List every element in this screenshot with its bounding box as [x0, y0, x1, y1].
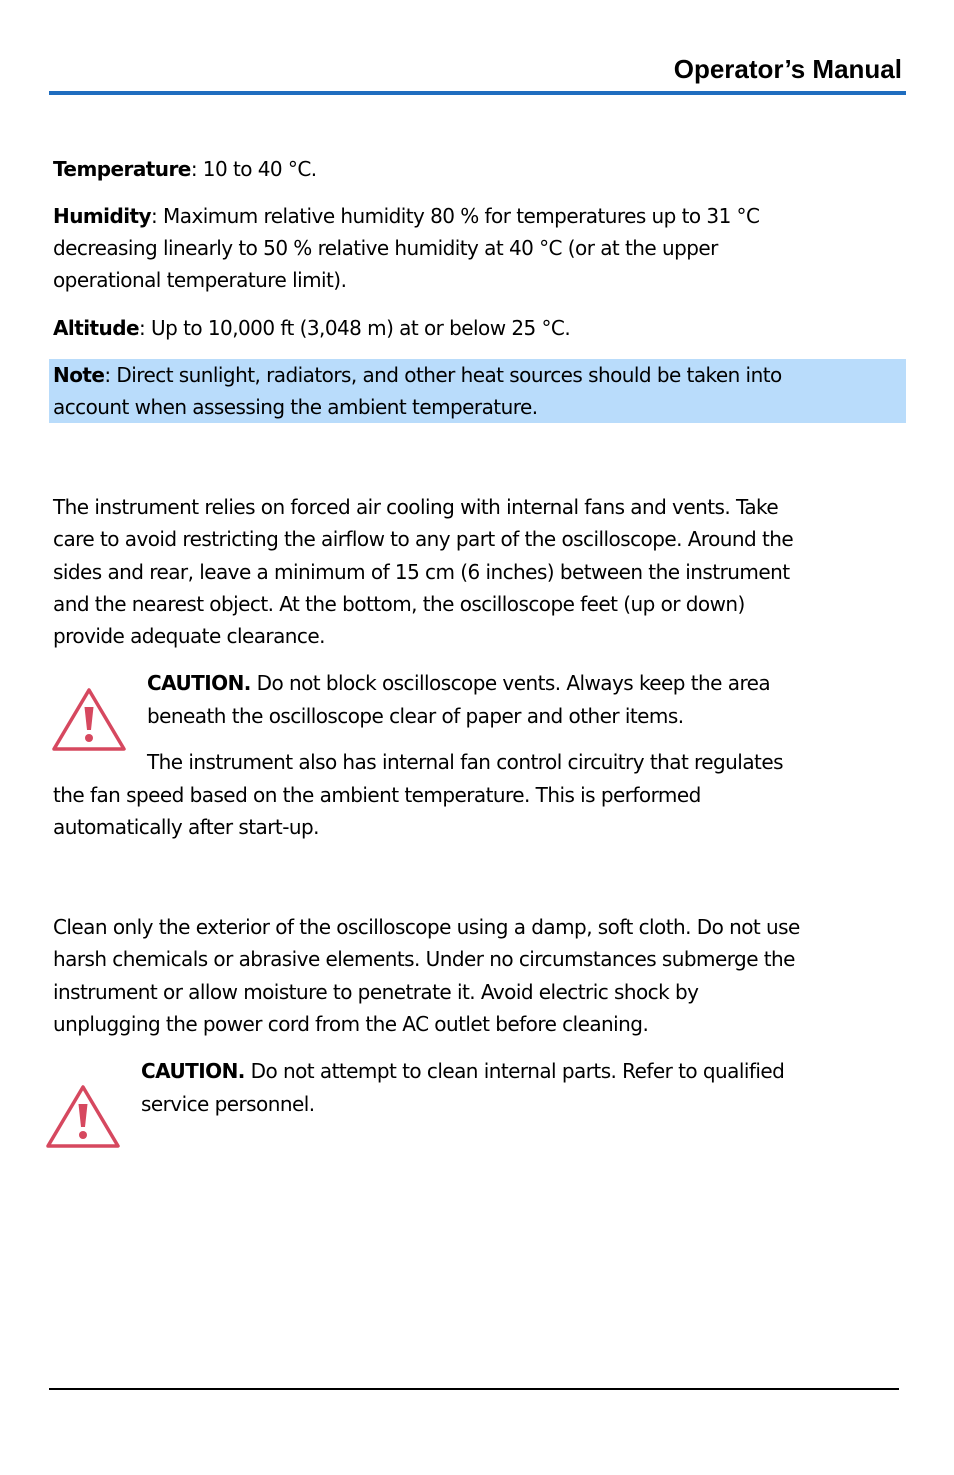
cooling-paragraph-line-2: care to avoid restricting the airflow to any part of the oscilloscope. Around the	[53, 527, 794, 551]
humidity-spec-line-1	[53, 200, 903, 232]
humidity-spec-line-3: operational temperature limit).	[53, 268, 347, 292]
cooling-caution-line-2: beneath the oscilloscope clear of paper and other items.	[147, 704, 684, 728]
humidity-spec-line-2: decreasing linearly to 50 % relative humidity at 40 °C (or at the upper	[53, 236, 718, 260]
cleaning-paragraph-line-2: harsh chemicals or abrasive elements. Under no circumstances submerge the	[53, 947, 795, 971]
cleaning-caution-label: CAUTION.	[141, 1059, 245, 1083]
warning-triangle-icon	[51, 686, 127, 752]
temperature-spec	[53, 153, 903, 185]
fan-control-line-2: the fan speed based on the ambient temperature. This is performed	[53, 783, 701, 807]
cleaning-paragraph-line-1: Clean only the exterior of the oscilloscope using a damp, soft cloth. Do not use	[53, 915, 800, 939]
altitude-spec	[53, 312, 903, 344]
header-rule	[49, 91, 906, 95]
cooling-caution-label: CAUTION.	[147, 671, 251, 695]
cleaning-caution-line-2: service personnel.	[141, 1092, 315, 1116]
footer-rule	[49, 1388, 899, 1390]
cooling-paragraph-line-3: sides and rear, leave a minimum of 15 cm (6 inches) between the instrument	[53, 560, 790, 584]
fan-control-line-3: automatically after start-up.	[53, 815, 319, 839]
note-label: Note	[53, 363, 105, 387]
cooling-paragraph-line-1: The instrument relies on forced air cooling with internal fans and vents. Take	[53, 495, 779, 519]
cooling-caution-text: Do not block oscilloscope vents. Always keep the area	[250, 671, 771, 695]
altitude-label: Altitude	[53, 316, 140, 340]
fan-control-line-1: The instrument also has internal fan control circuitry that regulates	[147, 750, 783, 774]
page-header-title: Operator’s Manual	[673, 54, 902, 84]
cooling-paragraph-line-5: provide adequate clearance.	[53, 624, 325, 648]
altitude-value: : Up to 10,000 ft (3,048 m) at or below 25 °C.	[139, 316, 571, 340]
cleaning-caution-text: Do not attempt to clean internal parts. Refer to qualified	[244, 1059, 785, 1083]
note-callout	[49, 359, 906, 423]
humidity-text: : Maximum relative humidity 80 % for temperatures up to 31 °C	[151, 204, 760, 228]
note-line-2: account when assessing the ambient temperature.	[53, 395, 538, 419]
cleaning-paragraph-line-4: unplugging the power cord from the AC outlet before cleaning.	[53, 1012, 649, 1036]
note-line-1	[53, 359, 903, 391]
cleaning-caution-line-1	[141, 1055, 954, 1087]
temperature-value: : 10 to 40 °C.	[190, 157, 317, 181]
cleaning-paragraph-line-3: instrument or allow moisture to penetrate it. Avoid electric shock by	[53, 980, 699, 1004]
humidity-label: Humidity	[53, 204, 152, 228]
cooling-paragraph-line-4: and the nearest object. At the bottom, the oscilloscope feet (up or down)	[53, 592, 745, 616]
temperature-label: Temperature	[53, 157, 191, 181]
note-text: : Direct sunlight, radiators, and other heat sources should be taken into	[104, 363, 782, 387]
warning-triangle-icon	[45, 1083, 121, 1149]
cooling-caution-line-1	[147, 667, 954, 699]
